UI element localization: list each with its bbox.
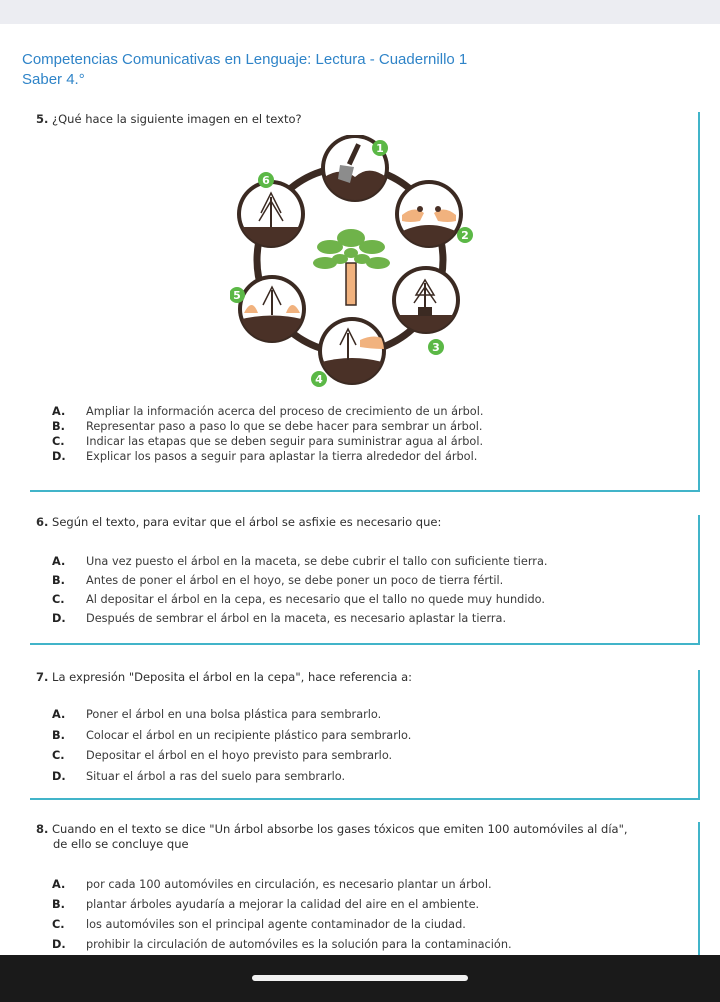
browser-top-bar	[0, 0, 720, 24]
question-text: Cuando en el texto se dice "Un árbol absorbe los gases tóxicos que emiten 100 automóviles al día",	[52, 822, 628, 836]
svg-text:2: 2	[461, 229, 469, 242]
question-5	[36, 112, 302, 127]
option-d[interactable]	[52, 935, 512, 955]
option-b[interactable]	[52, 726, 411, 747]
document-title: Competencias Comunicativas en Lenguaje: Lectura - Cuadernillo 1	[22, 51, 468, 68]
option-a[interactable]	[52, 552, 547, 571]
option-d[interactable]	[52, 767, 411, 788]
option-text: Indicar las etapas que se deben seguir para suministrar agua al árbol.	[86, 435, 484, 448]
option-text: prohibir la circulación de automóviles es la solución para la contaminación.	[86, 938, 512, 951]
question-8	[36, 822, 628, 852]
option-letter: D.	[52, 938, 66, 951]
option-b[interactable]	[52, 571, 547, 590]
option-letter: C.	[52, 918, 65, 931]
center-tree-icon	[313, 229, 390, 305]
option-letter: B.	[52, 728, 65, 742]
question-number: 5.	[36, 112, 49, 126]
question-number: 6.	[36, 515, 49, 529]
option-b[interactable]	[52, 895, 512, 915]
option-text: Depositar el árbol en el hoyo previsto para sembrarlo.	[86, 749, 393, 762]
option-c[interactable]	[52, 746, 411, 767]
option-letter: C.	[52, 435, 65, 448]
question-6	[36, 515, 441, 530]
question-8-options	[52, 875, 512, 955]
question-5-options	[52, 404, 483, 464]
tree-planting-steps-figure	[230, 135, 480, 395]
option-text: Después de sembrar el árbol en la maceta, es necesario aplastar la tierra.	[86, 612, 507, 625]
question-text-continued: de ello se concluye que	[53, 837, 189, 851]
step-4-badge	[311, 371, 327, 387]
option-letter: A.	[52, 555, 66, 568]
step-3-badge	[428, 339, 444, 355]
question-5-border-right	[698, 112, 700, 492]
option-letter: C.	[52, 593, 65, 606]
step-2-badge	[457, 227, 473, 243]
step-4-place-tree-icon	[318, 317, 386, 385]
option-text: Ampliar la información acerca del proceso de crecimiento de un árbol.	[86, 405, 484, 418]
question-8-border-right	[698, 822, 700, 955]
option-letter: B.	[52, 420, 65, 433]
option-text: Situar el árbol a ras del suelo para sembrarlo.	[86, 769, 346, 783]
option-text: Al depositar el árbol en la cepa, es necesario que el tallo no quede muy hundido.	[86, 593, 545, 606]
option-c[interactable]	[52, 590, 547, 609]
option-letter: D.	[52, 769, 66, 783]
option-letter: A.	[52, 405, 66, 418]
step-6-planted-tree-icon	[237, 180, 305, 250]
step-2-soil-icon	[395, 180, 463, 250]
svg-text:5: 5	[233, 289, 241, 302]
option-text: Poner el árbol en una bolsa plástica para sembrarlo.	[86, 708, 382, 721]
option-c[interactable]	[52, 434, 483, 449]
option-text: Colocar el árbol en un recipiente plástico para sembrarlo.	[86, 728, 412, 742]
svg-text:1: 1	[376, 142, 384, 155]
option-d[interactable]	[52, 449, 483, 464]
grade-label: Saber 4.°	[22, 71, 85, 88]
svg-text:4: 4	[315, 373, 323, 386]
question-7-border-bottom	[30, 798, 700, 800]
option-text: Representar paso a paso lo que se debe hacer para sembrar un árbol.	[86, 420, 483, 433]
option-text: plantar árboles ayudaría a mejorar la calidad del aire en el ambiente.	[86, 898, 480, 911]
option-a[interactable]	[52, 875, 512, 895]
question-7	[36, 670, 412, 685]
option-d[interactable]	[52, 609, 547, 628]
step-6-badge	[258, 172, 274, 188]
question-text: Según el texto, para evitar que el árbol se asfixie es necesario que:	[52, 515, 442, 529]
option-letter: D.	[52, 450, 66, 463]
option-a[interactable]	[52, 404, 483, 419]
question-5-border-bottom	[30, 490, 700, 492]
question-6-border-right	[698, 515, 700, 645]
home-gesture-handle[interactable]	[252, 975, 468, 981]
svg-text:6: 6	[262, 174, 270, 187]
question-text: ¿Qué hace la siguiente imagen en el texto?	[52, 112, 302, 126]
document-header	[22, 50, 467, 90]
question-text: La expresión "Deposita el árbol en la cepa", hace referencia a:	[52, 670, 412, 684]
step-3-potted-tree-icon	[390, 266, 462, 335]
svg-text:3: 3	[432, 341, 440, 354]
option-letter: A.	[52, 708, 66, 721]
option-letter: A.	[52, 878, 66, 891]
option-c[interactable]	[52, 915, 512, 935]
option-letter: C.	[52, 749, 65, 762]
question-6-options	[52, 552, 547, 628]
option-text: Antes de poner el árbol en el hoyo, se debe poner un poco de tierra fértil.	[86, 574, 504, 587]
question-7-border-right	[698, 670, 700, 800]
question-number: 8.	[36, 822, 49, 836]
option-text: los automóviles son el principal agente contaminador de la ciudad.	[86, 918, 466, 931]
option-letter: D.	[52, 612, 66, 625]
option-text: Una vez puesto el árbol en la maceta, se debe cubrir el tallo con suficiente tierra.	[86, 555, 548, 568]
question-7-options	[52, 705, 411, 787]
option-letter: B.	[52, 574, 65, 587]
option-a[interactable]	[52, 705, 411, 726]
option-b[interactable]	[52, 419, 483, 434]
option-letter: B.	[52, 898, 65, 911]
option-text: Explicar los pasos a seguir para aplastar la tierra alrededor del árbol.	[86, 450, 478, 463]
option-text: por cada 100 automóviles en circulación, es necesario plantar un árbol.	[86, 878, 492, 891]
question-number: 7.	[36, 670, 49, 684]
question-6-border-bottom	[30, 643, 700, 645]
step-1-badge	[372, 140, 388, 156]
